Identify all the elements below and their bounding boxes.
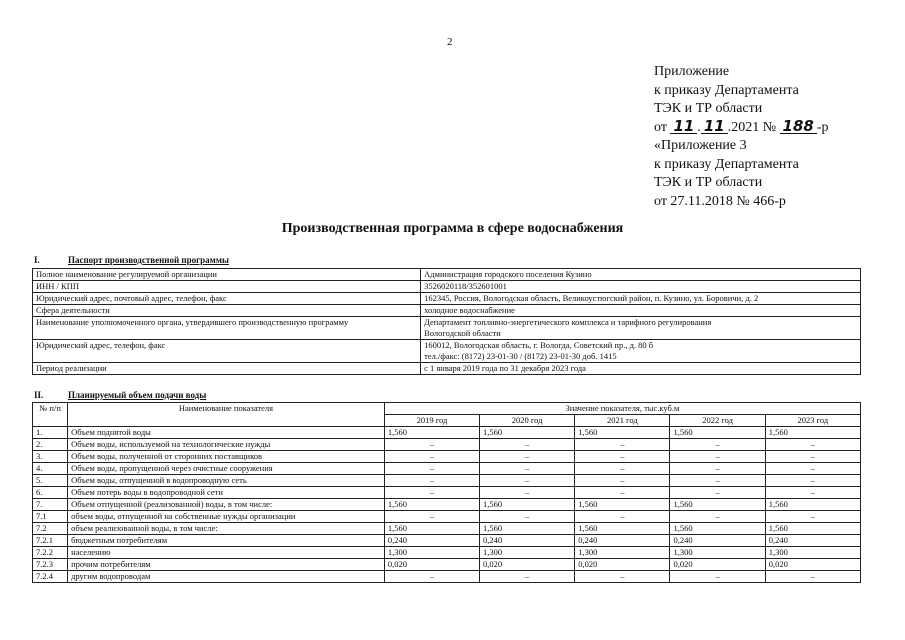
indicator-value: 1,300 (765, 547, 860, 559)
passport-value-line: Департамент топливно-энергетического комплекса и тарифного регулирования (424, 317, 712, 327)
passport-value-line: холодное водоснабжение (424, 305, 515, 315)
year-header: 2020 год (480, 415, 575, 427)
indicator-value: – (670, 475, 765, 487)
passport-key: Сфера деятельности (33, 305, 421, 317)
row-number: 4. (33, 463, 68, 475)
indicator-value: 1,560 (765, 523, 860, 535)
indicator-value: 0,020 (575, 559, 670, 571)
section-2-heading (34, 390, 206, 400)
indicator-value: – (480, 487, 575, 499)
row-number: 3. (33, 451, 68, 463)
row-number: 6. (33, 487, 68, 499)
indicator-value: 1,560 (384, 427, 479, 439)
indicator-name: объем реализованной воды, в том числе: (68, 523, 385, 535)
indicator-value: – (765, 571, 860, 583)
indicator-value: 0,020 (765, 559, 860, 571)
volume-row (33, 571, 861, 583)
passport-value (421, 293, 861, 305)
indicator-value: – (384, 451, 479, 463)
volume-row (33, 499, 861, 511)
indicator-value: – (670, 571, 765, 583)
indicator-value: 1,560 (670, 499, 765, 511)
year-header: 2022 год (670, 415, 765, 427)
indicator-value: 1,560 (575, 499, 670, 511)
passport-value-line: 160012, Вологодская область, г. Вологда, Советский пр., д. 80 б (424, 340, 654, 350)
volume-row (33, 547, 861, 559)
passport-value-line: тел./факс: (8172) 23-01-30 / (8172) 23-01-30 доб. 1415 (424, 351, 617, 361)
indicator-value: – (384, 511, 479, 523)
indicator-value: – (480, 475, 575, 487)
indicator-name: другим водопроводам (68, 571, 385, 583)
passport-row (33, 305, 861, 317)
indicator-value: – (765, 487, 860, 499)
indicator-value: 1,300 (670, 547, 765, 559)
volume-row (33, 559, 861, 571)
passport-row (33, 269, 861, 281)
indicator-value: 1,560 (765, 499, 860, 511)
indicator-value: 0,020 (480, 559, 575, 571)
passport-key: Полное наименование регулируемой организации (33, 269, 421, 281)
date-year: .2021 № (727, 119, 777, 135)
indicator-value: – (384, 571, 479, 583)
volume-row (33, 439, 861, 451)
indicator-name: населению (68, 547, 385, 559)
indicator-value: – (575, 475, 670, 487)
appendix-line: к приказу Департамента (654, 82, 799, 98)
indicator-value: 1,560 (765, 427, 860, 439)
passport-row (33, 293, 861, 305)
indicator-value: 0,240 (384, 535, 479, 547)
indicator-value: 0,020 (384, 559, 479, 571)
indicator-value: – (480, 571, 575, 583)
passport-value-line: с 1 января 2019 года по 31 декабря 2023 года (424, 363, 586, 373)
row-number: 7.2.4 (33, 571, 68, 583)
date-dot: . (697, 119, 701, 135)
passport-row (33, 363, 861, 375)
year-header: 2023 год (765, 415, 860, 427)
indicator-value: 1,300 (480, 547, 575, 559)
indicator-value: 0,240 (575, 535, 670, 547)
appendix-line: от 27.11.2018 № 466-р (654, 193, 786, 209)
indicator-value: 0,240 (480, 535, 575, 547)
appendix-line: «Приложение 3 (654, 138, 747, 153)
handwritten-day: 11 (670, 119, 697, 134)
column-header-number: № п/п (33, 403, 68, 427)
volume-row (33, 475, 861, 487)
indicator-value: 0,020 (670, 559, 765, 571)
passport-key: ИНН / КПП (33, 281, 421, 293)
section-title: Планируемый объем подачи воды (68, 390, 207, 400)
indicator-value: 1,300 (575, 547, 670, 559)
passport-value (421, 269, 861, 281)
indicator-value: – (575, 463, 670, 475)
passport-value (421, 281, 861, 293)
indicator-value: – (480, 463, 575, 475)
indicator-name: Объем отпущенной (реализованной) воды, в том числе: (68, 499, 385, 511)
indicator-value: – (480, 439, 575, 451)
passport-key: Период реализации (33, 363, 421, 375)
volume-row (33, 535, 861, 547)
row-number: 7. (33, 499, 68, 511)
row-number: 7.2.3 (33, 559, 68, 571)
year-header: 2019 год (384, 415, 479, 427)
indicator-value: – (765, 511, 860, 523)
volume-row (33, 451, 861, 463)
indicator-value: 1,560 (480, 499, 575, 511)
passport-row (33, 340, 861, 363)
page-number: 2 (447, 36, 453, 48)
passport-row (33, 281, 861, 293)
passport-key: Наименование уполномоченного органа, утвердившего производственную программу (33, 317, 421, 340)
indicator-value: – (670, 487, 765, 499)
indicator-value: – (575, 439, 670, 451)
passport-row (33, 317, 861, 340)
indicator-value: – (384, 463, 479, 475)
volume-row (33, 523, 861, 535)
passport-value (421, 363, 861, 375)
indicator-value: 0,240 (670, 535, 765, 547)
indicator-value: – (765, 451, 860, 463)
handwritten-month: 11 (701, 119, 728, 134)
indicator-value: 1,560 (480, 523, 575, 535)
indicator-name: Объем потерь воды в водопроводной сети (68, 487, 385, 499)
document-title: Производственная программа в сфере водоснабжения (281, 221, 624, 236)
indicator-value: – (384, 475, 479, 487)
passport-key: Юридический адрес, телефон, факс (33, 340, 421, 363)
order-suffix: -р (816, 119, 829, 135)
indicator-value: – (384, 439, 479, 451)
indicator-value: 1,560 (670, 427, 765, 439)
indicator-value: 1,560 (575, 523, 670, 535)
row-number: 7.1 (33, 511, 68, 523)
indicator-value: – (575, 487, 670, 499)
volume-row (33, 487, 861, 499)
indicator-value: 1,560 (480, 427, 575, 439)
indicator-value: – (480, 451, 575, 463)
indicator-name: бюджетным потребителям (68, 535, 385, 547)
row-number: 7.2.2 (33, 547, 68, 559)
appendix-line: ТЭК и ТР области (654, 101, 763, 116)
handwritten-order-number: 188 (780, 119, 817, 134)
passport-value-line: 3526020118/352601001 (424, 281, 507, 291)
indicator-value: 1,560 (670, 523, 765, 535)
indicator-name: объем воды, отпущенной на собственные нужды организации (68, 511, 385, 523)
passport-value (421, 317, 861, 340)
column-header-name: Наименование показателя (68, 403, 385, 427)
indicator-value: 1,560 (575, 427, 670, 439)
indicator-value: – (765, 475, 860, 487)
indicator-name: Объем воды, пропущенной через очистные сооружения (68, 463, 385, 475)
passport-value-line: Администрация городского поселения Кузино (424, 269, 592, 279)
indicator-name: Объем поднятой воды (68, 427, 385, 439)
indicator-name: Объем воды, полученной от сторонних поставщиков (68, 451, 385, 463)
passport-value (421, 305, 861, 317)
indicator-value: – (765, 439, 860, 451)
passport-key: Юридический адрес, почтовый адрес, телефон, факс (33, 293, 421, 305)
indicator-value: – (670, 451, 765, 463)
appendix-header (654, 63, 829, 211)
row-number: 7.2.1 (33, 535, 68, 547)
volume-row (33, 427, 861, 439)
section-number: I. (34, 255, 40, 265)
order-prefix: от (654, 119, 667, 135)
indicator-value: – (480, 511, 575, 523)
indicator-name: Объем воды, отпущенной в водопроводную сеть (68, 475, 385, 487)
row-number: 7.2 (33, 523, 68, 535)
appendix-order-line (654, 116, 829, 138)
indicator-value: – (384, 487, 479, 499)
section-title: Паспорт производственной программы (68, 255, 229, 265)
indicator-value: – (575, 511, 670, 523)
appendix-line: к приказу Департамента (654, 156, 799, 172)
indicator-value: 1,560 (384, 499, 479, 511)
indicator-value: – (670, 439, 765, 451)
indicator-value: 1,300 (384, 547, 479, 559)
volume-table (32, 402, 861, 583)
indicator-value: – (575, 451, 670, 463)
indicator-name: Объем воды, используемой на технологические нужды (68, 439, 385, 451)
indicator-value: – (575, 571, 670, 583)
row-number: 2. (33, 439, 68, 451)
year-header: 2021 год (575, 415, 670, 427)
indicator-value: – (670, 511, 765, 523)
section-number: II. (34, 390, 44, 400)
volume-row (33, 463, 861, 475)
row-number: 1. (33, 427, 68, 439)
indicator-value: 0,240 (765, 535, 860, 547)
passport-value-line: Вологодской области (424, 328, 501, 338)
indicator-value: 1,560 (384, 523, 479, 535)
volume-row (33, 511, 861, 523)
appendix-line: Приложение (654, 64, 730, 79)
passport-table (32, 268, 861, 375)
section-1-heading (34, 255, 229, 265)
column-header-values: Значение показателя, тыс.куб.м (384, 403, 860, 415)
passport-value (421, 340, 861, 363)
appendix-line: ТЭК и ТР области (654, 175, 763, 190)
indicator-name: прочим потребителям (68, 559, 385, 571)
indicator-value: – (765, 463, 860, 475)
row-number: 5. (33, 475, 68, 487)
indicator-value: – (670, 463, 765, 475)
passport-value-line: 162345, Россия, Вологодская область, Великоустюгский район, п. Кузино, ул. Боровичи, д. 2 (424, 293, 759, 303)
